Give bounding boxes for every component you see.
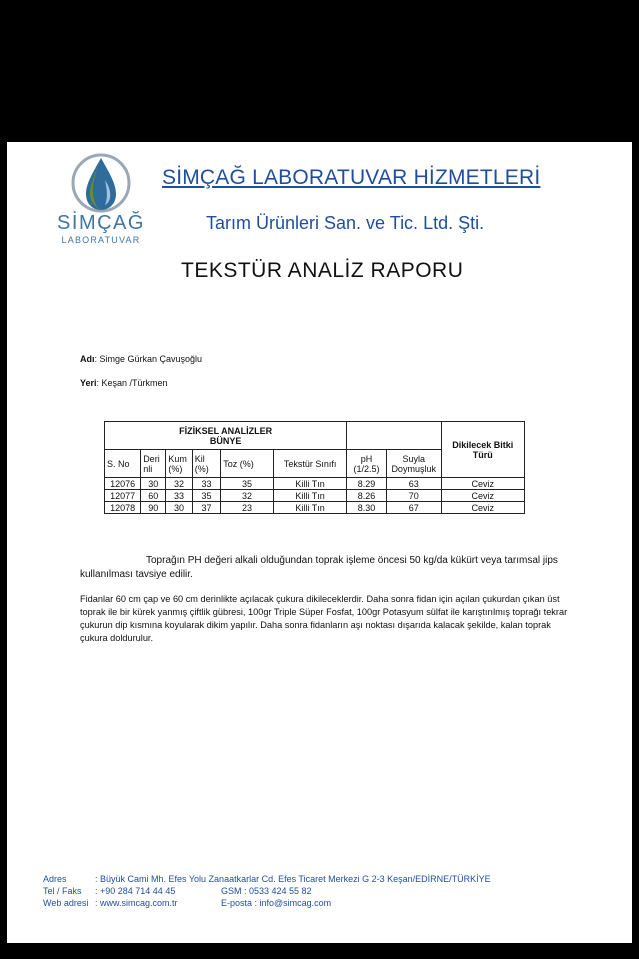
table-group-header xyxy=(105,422,347,450)
table-row xyxy=(105,502,525,514)
drop-logo-icon xyxy=(62,152,140,214)
cell-saturation: 70 xyxy=(386,490,441,502)
cell-no: 12076 xyxy=(105,478,141,490)
email-value[interactable]: E-posta : info@simcag.com xyxy=(221,898,332,908)
web-value[interactable]: : www.simcag.com.tr xyxy=(95,898,178,908)
cell-plant: Ceviz xyxy=(441,478,524,490)
header-texture: Tekstür Sınıfı xyxy=(273,450,346,478)
cell-sand: 33 xyxy=(166,490,192,502)
table-header-empty xyxy=(347,422,441,450)
cell-saturation: 63 xyxy=(386,478,441,490)
client-name-label: Adı xyxy=(80,354,95,364)
company-name: SİMÇAĞ LABORATUVAR HİZMETLERİ xyxy=(162,166,541,189)
cell-depth: 60 xyxy=(141,490,166,502)
cell-silt: 32 xyxy=(221,490,274,502)
tel-label: Tel / Faks xyxy=(43,886,82,896)
cell-depth: 90 xyxy=(141,502,166,514)
cell-depth: 30 xyxy=(141,478,166,490)
table-row xyxy=(105,490,525,502)
address-value: : Büyük Cami Mh. Efes Yolu Zanaatkarlar Cd. Efes Ticaret Merkezi G 2-3 Keşan/EDİRNE/TÜRKİYE xyxy=(95,874,491,884)
cell-sand: 32 xyxy=(166,478,192,490)
bottom-black-bar xyxy=(0,943,639,959)
header-clay: Kil (%) xyxy=(192,450,221,478)
cell-silt: 35 xyxy=(221,478,274,490)
cell-plant: Ceviz xyxy=(441,490,524,502)
logo-subtitle: LABORATUVAR xyxy=(61,235,141,245)
cell-clay: 35 xyxy=(192,490,221,502)
group-title-physical: FİZİKSEL ANALİZLER xyxy=(179,425,273,436)
cell-ph: 8.29 xyxy=(347,478,386,490)
header-silt: Toz (%) xyxy=(221,450,274,478)
company-subtitle: Tarım Ürünleri San. ve Tic. Ltd. Şti. xyxy=(206,213,485,233)
cell-texture: Killi Tın xyxy=(273,502,346,514)
table-row xyxy=(105,478,525,490)
address-label: Adres xyxy=(43,874,67,884)
top-black-bar xyxy=(0,0,639,142)
cell-ph: 8.26 xyxy=(347,490,386,502)
analysis-table xyxy=(104,421,525,514)
report-title: TEKSTÜR ANALİZ RAPORU xyxy=(181,259,464,282)
cell-ph: 8.30 xyxy=(347,502,386,514)
recommendation-text: Toprağın PH değeri alkali olduğundan toprak işleme öncesi 50 kg/da kükürt veya tarımsal jips kullanılması tavsiye edilir. xyxy=(80,555,558,580)
logo-wordmark: SİMÇAĞ xyxy=(57,212,145,234)
cell-no: 12077 xyxy=(105,490,141,502)
company-logo xyxy=(51,152,151,248)
header-depth: Deri nli xyxy=(141,450,166,478)
cell-sand: 30 xyxy=(166,502,192,514)
header-saturation: Suyla Doymuşluk xyxy=(386,450,441,478)
client-place-line xyxy=(80,378,168,388)
header-sand: Kum (%) xyxy=(166,450,192,478)
header-ph: pH (1/2.5) xyxy=(347,450,386,478)
client-name-line xyxy=(80,354,202,364)
cell-clay: 33 xyxy=(192,478,221,490)
cell-no: 12078 xyxy=(105,502,141,514)
cell-texture: Killi Tın xyxy=(273,478,346,490)
web-label: Web adresi xyxy=(43,898,89,908)
tel-value: : +90 284 714 44 45 xyxy=(95,886,176,896)
gsm-value: GSM : 0533 424 55 82 xyxy=(221,886,312,896)
cell-silt: 23 xyxy=(221,502,274,514)
cell-clay: 37 xyxy=(192,502,221,514)
report-page xyxy=(7,142,632,943)
cell-texture: Killi Tın xyxy=(273,490,346,502)
cell-plant: Ceviz xyxy=(441,502,524,514)
planting-instructions: Fidanlar 60 cm çap ve 60 cm derinlikte açılacak çukura dikileceklerdir. Daha sonra fidan için açılan çukurdan çıkan üst toprak ile bir kürek yanmış çiftlik gübresi, 100gr Triple Süper Fosfat, 100gr Potasyum sülfat ile karıştırılmış toprağı tekrar çukurun dip kısmına koyularak dikim yapılır. Daha sonra fidanların aşı noktası dışarıda kalacak şekilde, kalan toprak çukura doldurulur. xyxy=(80,594,568,643)
recommendation-paragraph xyxy=(80,554,580,582)
header-plant: Dikilecek Bitki Türü xyxy=(441,422,524,478)
client-name-value: : Simge Gürkan Çavuşoğlu xyxy=(94,354,203,364)
group-title-structure: BÜNYE xyxy=(209,435,242,446)
client-place-value: : Keşan /Türkmen xyxy=(96,378,168,388)
client-place-label: Yeri xyxy=(80,378,97,388)
cell-saturation: 67 xyxy=(386,502,441,514)
header-no: S. No xyxy=(105,450,141,478)
